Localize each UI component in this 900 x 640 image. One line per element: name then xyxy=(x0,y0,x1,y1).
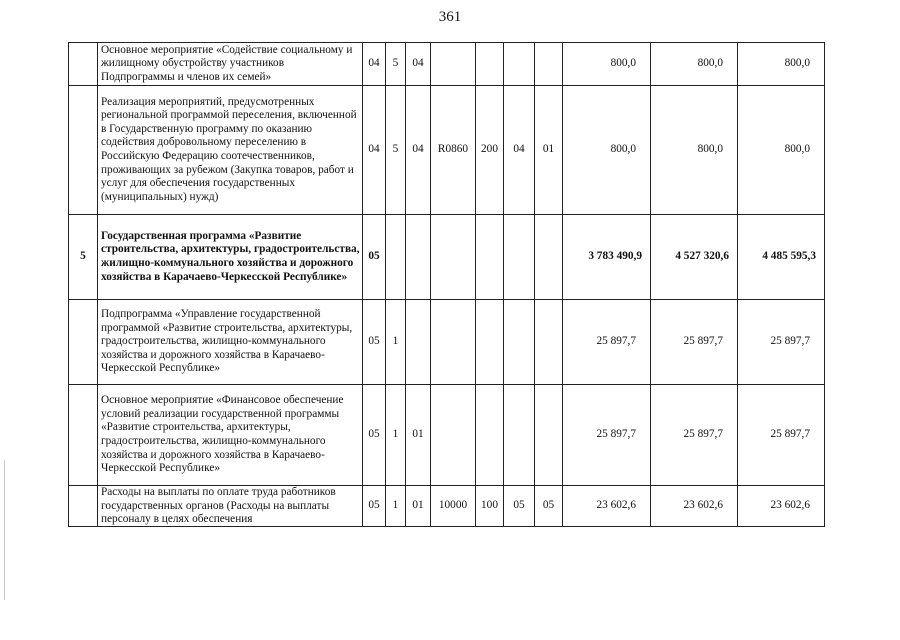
code-cell: 100 xyxy=(476,486,504,527)
amount-cell: 800,0 xyxy=(563,86,651,215)
table-row xyxy=(69,215,825,300)
amount-cell: 3 783 490,9 xyxy=(563,215,651,300)
code-cell xyxy=(406,300,431,385)
code-cell: 05 xyxy=(363,486,386,527)
amount-cell: 800,0 xyxy=(651,86,738,215)
code-cell: 04 xyxy=(504,86,535,215)
row-number xyxy=(69,86,98,215)
code-cell: 1 xyxy=(386,385,406,486)
amount-cell: 25 897,7 xyxy=(738,300,825,385)
row-name: Реализация мероприятий, предусмотренных региональной программой переселения, включенной в Государственную программу по оказанию содействия добровольному переселению в Российскую Федерацию соотечественников, проживающих за рубежом (Закупка товаров, работ и услуг для обеспечения государственных (муниципальных) нужд) xyxy=(98,86,363,215)
code-cell xyxy=(476,300,504,385)
budget-table xyxy=(68,42,825,527)
row-number xyxy=(69,385,98,486)
amount-cell: 23 602,6 xyxy=(651,486,738,527)
amount-cell: 800,0 xyxy=(651,43,738,86)
code-cell: 01 xyxy=(406,486,431,527)
code-cell: 5 xyxy=(386,86,406,215)
code-cell xyxy=(476,43,504,86)
code-cell: 05 xyxy=(535,486,563,527)
code-cell xyxy=(504,215,535,300)
code-cell: 05 xyxy=(363,385,386,486)
code-cell: 04 xyxy=(406,43,431,86)
row-name-text: Расходы на выплаты по оплате труда работников государственных органов (Расходы на выплаты персоналу в целях обеспечения xyxy=(101,486,336,526)
code-cell: 200 xyxy=(476,86,504,215)
code-cell: 05 xyxy=(363,215,386,300)
amount-cell: 4 527 320,6 xyxy=(651,215,738,300)
amount-cell: 23 602,6 xyxy=(563,486,651,527)
row-name: Основное мероприятие «Содействие социальному и жилищному обустройству участников Подпрограммы и членов их семей» xyxy=(98,43,363,86)
amount-cell: 800,0 xyxy=(738,86,825,215)
amount-cell: 25 897,7 xyxy=(651,300,738,385)
code-cell: 05 xyxy=(504,486,535,527)
row-number xyxy=(69,486,98,527)
code-cell xyxy=(431,215,476,300)
code-cell xyxy=(431,300,476,385)
page-number: 361 xyxy=(438,9,462,25)
code-cell: 04 xyxy=(406,86,431,215)
code-cell xyxy=(476,215,504,300)
table-row xyxy=(69,486,825,527)
amount-cell: 800,0 xyxy=(563,43,651,86)
code-cell: 1 xyxy=(386,486,406,527)
amount-cell: 4 485 595,3 xyxy=(738,215,825,300)
row-number: 5 xyxy=(69,215,98,300)
table-row xyxy=(69,86,825,215)
code-cell xyxy=(504,385,535,486)
amount-cell: 25 897,7 xyxy=(738,385,825,486)
code-cell: R0860 xyxy=(431,86,476,215)
amount-cell: 25 897,7 xyxy=(563,300,651,385)
code-cell xyxy=(386,215,406,300)
scan-margin-line xyxy=(4,460,5,600)
code-cell xyxy=(535,385,563,486)
code-cell xyxy=(535,43,563,86)
row-number xyxy=(69,43,98,86)
code-cell xyxy=(504,300,535,385)
table-row xyxy=(69,300,825,385)
code-cell: 5 xyxy=(386,43,406,86)
amount-cell: 23 602,6 xyxy=(738,486,825,527)
table-row xyxy=(69,43,825,86)
row-name: Основное мероприятие «Финансовое обеспечение условий реализации государственной программы «Развитие строительства, архитектуры, градостроительства, жилищно-коммунального хозяйства и дорожного хозяйства в Карачаево-Черкесской Республике» xyxy=(98,385,363,486)
code-cell xyxy=(476,385,504,486)
amount-cell: 25 897,7 xyxy=(563,385,651,486)
code-cell: 01 xyxy=(406,385,431,486)
amount-cell: 800,0 xyxy=(738,43,825,86)
code-cell: 05 xyxy=(363,300,386,385)
code-cell: 04 xyxy=(363,86,386,215)
row-name: Подпрограмма «Управление государственной программой «Развитие строительства, архитектуры, градостроительства, жилищно-коммунального хозяйства и дорожного хозяйства в Карачаево-Черкесской Республике» xyxy=(98,300,363,385)
code-cell: 1 xyxy=(386,300,406,385)
table-row xyxy=(69,385,825,486)
code-cell: 01 xyxy=(535,86,563,215)
row-number xyxy=(69,300,98,385)
code-cell xyxy=(504,43,535,86)
code-cell: 10000 xyxy=(431,486,476,527)
amount-cell: 25 897,7 xyxy=(651,385,738,486)
row-name xyxy=(98,486,363,527)
code-cell xyxy=(535,300,563,385)
code-cell xyxy=(431,43,476,86)
code-cell: 04 xyxy=(363,43,386,86)
code-cell xyxy=(535,215,563,300)
row-name: Государственная программа «Развитие строительства, архитектуры, градостроительства, жилищно-коммунального хозяйства и дорожного хозяйства в Карачаево-Черкесской Республике» xyxy=(98,215,363,300)
code-cell xyxy=(406,215,431,300)
code-cell xyxy=(431,385,476,486)
